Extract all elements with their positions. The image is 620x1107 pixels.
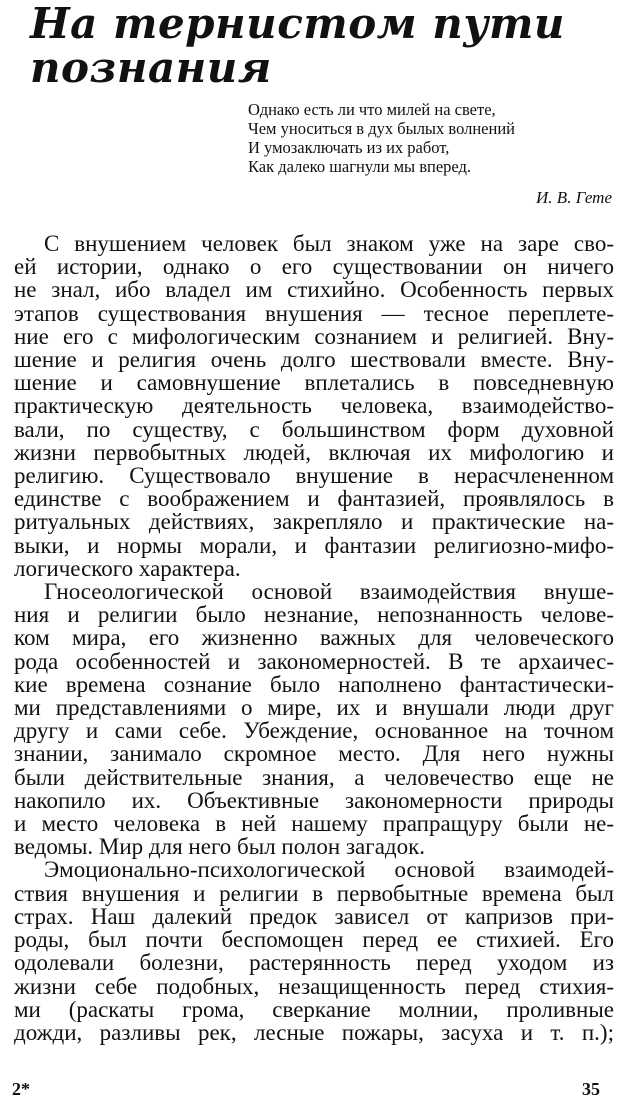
body-text xyxy=(14,232,614,1044)
text-line: этапов существования внушения — тесное переплете- xyxy=(14,300,614,326)
epigraph-line: И умозаключать из их работ, xyxy=(248,138,450,157)
epigraph xyxy=(248,100,598,176)
epigraph-line: Чем уноситься в дух былых волнений xyxy=(248,119,515,138)
text-line: С внушением человек был знаком уже на заре сво- xyxy=(44,231,614,256)
text-line: ведомы. Мир для него был полон загадок. xyxy=(14,834,426,860)
text-line: ния и религии было незнание, непознанность челове- xyxy=(14,602,614,628)
text-line: ствия внушения и религии в первобытные времена был xyxy=(14,880,614,906)
text-line: ми представлениями о мире, их и внушали люди друг xyxy=(14,695,614,721)
text-line: кие времена сознание было наполнено фантастически- xyxy=(14,671,614,697)
text-line: рода особенностей и закономерностей. В те архаичес- xyxy=(14,648,614,674)
epigraph-author: И. В. Гете xyxy=(536,188,612,207)
text-line: накопило их. Объективные закономерности природы xyxy=(14,787,614,813)
text-line: ком мира, его жизненно важных для человеческого xyxy=(14,625,614,651)
text-line: ми (раскаты грома, сверкание молнии, проливные xyxy=(14,996,614,1022)
text-line: жизни первобытных людей, включая их мифологию и xyxy=(14,439,614,465)
text-line: Гносеологической основой взаимодействия внуше- xyxy=(44,579,614,605)
text-line: ритуальных действиях, закрепляло и практические на- xyxy=(14,509,614,535)
text-line: жизни себе подобных, незащищенность перед стихия- xyxy=(14,973,614,999)
text-line: были действительные знания, а человечество еще не xyxy=(14,764,614,790)
chapter-title xyxy=(30,0,565,92)
text-line: ние его с мифологическим сознанием и религией. Вну- xyxy=(14,323,614,349)
text-line: вали, по существу, с большинством форм духовной xyxy=(14,416,614,442)
text-line: практическую деятельность человека, взаимодейство- xyxy=(14,393,614,419)
text-line: выки, и нормы морали, и фантазии религиозно-мифо- xyxy=(14,532,614,558)
text-line: логического характера. xyxy=(14,555,241,581)
text-line: другу и сами себе. Убеждение, основанное на точном xyxy=(14,718,614,744)
text-line: шение и самовнушение вплетались в повседневную xyxy=(14,370,614,396)
text-line: не знал, ибо владел им стихийно. Особенность первых xyxy=(14,277,614,303)
text-line: знании, занимало скромное место. Для него нужны xyxy=(14,741,614,767)
text-line: одолевали болезни, растерянность перед уходом из xyxy=(14,950,614,976)
text-line: шение и религия очень долго шествовали вместе. Вну- xyxy=(14,347,614,373)
text-line: ей истории, однако о его существовании он ничего xyxy=(14,254,614,280)
text-line: религию. Существовало внушение в нерасчлененном xyxy=(14,463,614,489)
text-line: и место человека в ней нашему прапращуру были не- xyxy=(14,811,614,837)
epigraph-line: Как далеко шагнули мы вперед. xyxy=(248,157,472,176)
text-line: Эмоционально-психологической основой взаимодей- xyxy=(44,857,614,883)
text-line: единстве с воображением и фантазией, проявлялось в xyxy=(14,486,614,512)
epigraph-line: Однако есть ли что милей на свете, xyxy=(248,100,496,119)
chapter-title-line: На тернистом пути xyxy=(30,0,565,48)
signature-mark: 2* xyxy=(12,1079,30,1099)
chapter-title-line: познания xyxy=(30,43,272,92)
text-line: страх. Наш далекий предок зависел от капризов при- xyxy=(14,903,614,929)
text-line: роды, был почти беспомощен перед ее стихией. Его xyxy=(14,927,614,953)
text-line: дожди, разливы рек, лесные пожары, засуха и т. п.); xyxy=(14,1019,614,1045)
page-number: 35 xyxy=(582,1079,600,1099)
